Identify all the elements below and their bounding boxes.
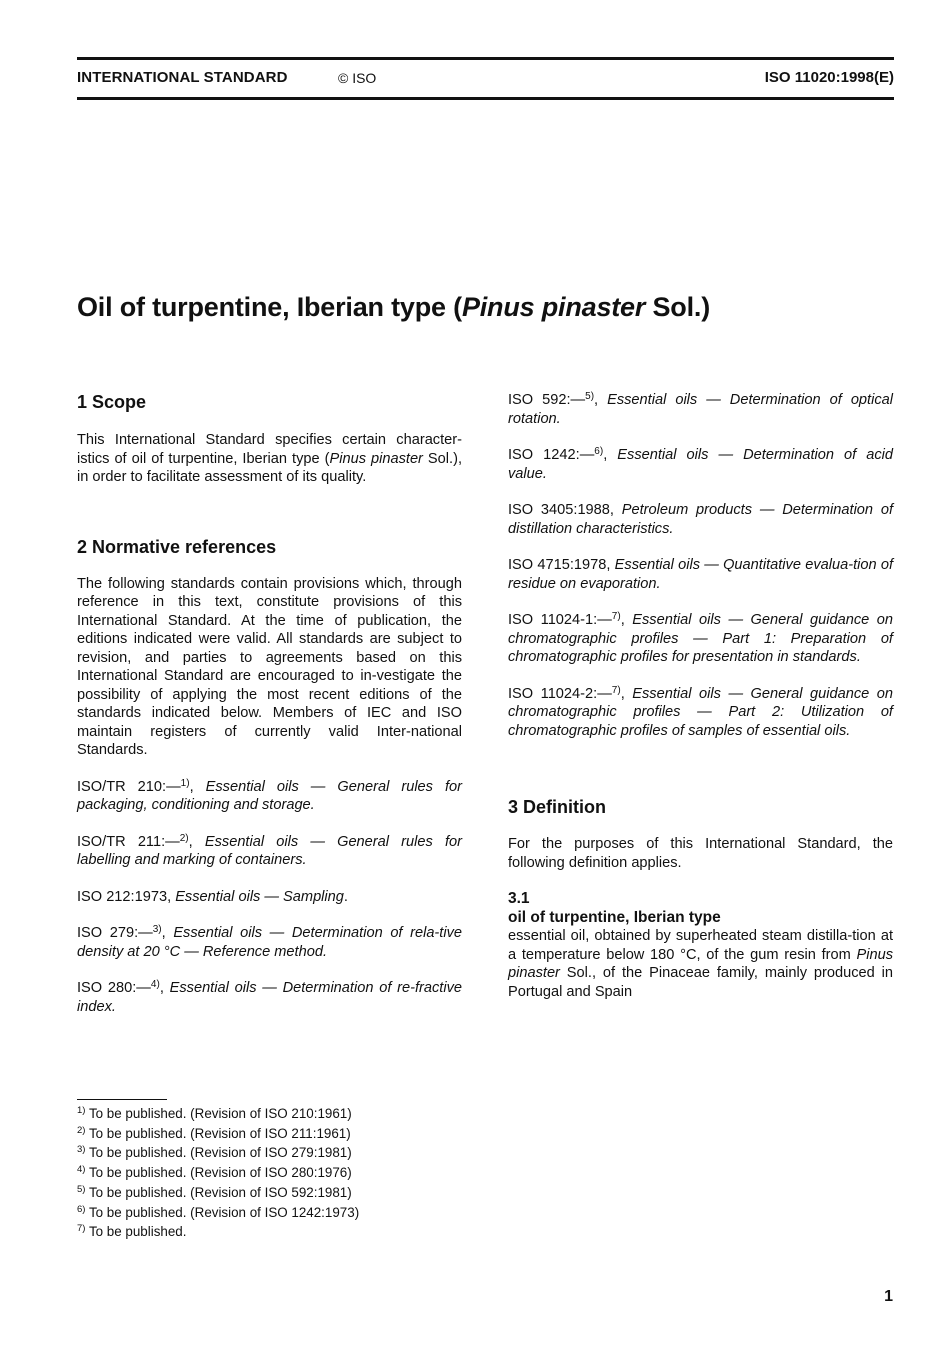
footnote: $^{6)}$ To be published. (Revision of ISO 1242:1973): [77, 1203, 360, 1220]
reference-item: ISO 11024-1:—$^{7)}$, Essential oils — General guidance on chromatographic profiles — Part 1: Preparation of chromatographic profiles for presentation in standards.: [508, 611, 893, 665]
reference-item: ISO 280:—$^{4)}$, Essential oils — Determination of re-fractive index.: [77, 979, 463, 1015]
reference-item: ISO 279:—$^{3)}$, Essential oils — Determination of rela-tive density at 20 °C — Reference method.: [77, 924, 462, 960]
footnote: $^{4)}$ To be published. (Revision of ISO 280:1976): [77, 1164, 352, 1181]
reference-item: ISO 11024-2:—$^{7)}$, Essential oils — General guidance on chromatographic profiles — Part 2: Utilization of chromatographic profiles of samples of essential oils.: [508, 684, 893, 739]
page-number: 1: [884, 1288, 893, 1305]
footnote: $^{7)}$ To be published.: [77, 1223, 187, 1240]
footnote-rule: [77, 1099, 167, 1100]
reference-item: ISO/TR 210:—$^{1)}$, Essential oils — General rules for packaging, conditioning and storage.: [77, 777, 463, 813]
reference-item: ISO 212:1973, Essential oils — Sampling.: [77, 888, 348, 905]
scope-text: This International Standard specifies certain character-istics of oil of turpentine, Iberian type (Pinus pinaster Sol.), in order to facilitate assessment of its quality.: [77, 432, 462, 485]
header-doc-number: ISO 11020:1998(E): [764, 69, 894, 86]
normative-intro: The following standards contain provisions which, through reference in this text, constitute provisions of this International Standard. At the time of publication, the editions indicated were valid. All standards are subject to revision, and parties to agreements based on this International Standard are encouraged to in-vestigate the possibility of applying the most recent editions of the standards indicated below. Members of IEC and ISO maintain registers of currently valid Inter-national Standards.: [77, 575, 462, 758]
left-column: [77, 391, 462, 1016]
page-title: Oil of turpentine, Iberian type (Pinus pinaster Sol.): [77, 292, 710, 322]
footnote: $^{1)}$ To be published. (Revision of ISO 210:1961): [77, 1105, 352, 1121]
right-column: [508, 391, 893, 1001]
footnote: $^{3)}$ To be published. (Revision of ISO 279:1981): [77, 1144, 352, 1161]
header-top-rule: [77, 57, 894, 60]
footnote: $^{5)}$ To be published. (Revision of ISO 592:1981): [77, 1183, 352, 1200]
reference-item: ISO 4715:1978, Essential oils — Quantitative evalua-tion of residue on evaporation.: [508, 557, 893, 592]
footnotes: [77, 1104, 359, 1242]
definition-text: essential oil, obtained by superheated steam distilla-tion at a temperature below 180 °C, of the gum resin from Pinus pinaster Sol., of the Pinaceae family, mainly produced in Portugal and Spain: [508, 928, 893, 1000]
reference-item: ISO/TR 211:—$^{2)}$, Essential oils — General rules for labelling and marking of containers.: [77, 832, 463, 868]
footnote: $^{2)}$ To be published. (Revision of ISO 211:1961): [77, 1124, 351, 1141]
header-copyright: © ISO: [338, 70, 377, 86]
header-bottom-rule: [77, 97, 894, 100]
reference-item: ISO 592:—$^{5)}$, Essential oils — Determination of optical rotation.: [508, 391, 894, 427]
header-doc-type: INTERNATIONAL STANDARD: [77, 69, 288, 86]
definition-heading: 3 Definition: [508, 797, 606, 817]
definition-number: 3.1: [508, 890, 530, 907]
reference-item: ISO 3405:1988, Petroleum products — Determination of distillation characteristics.: [508, 502, 893, 537]
scope-heading: 1 Scope: [77, 392, 147, 412]
definition-intro: For the purposes of this International Standard, the following definition applies.: [508, 836, 893, 871]
definition-term: oil of turpentine, Iberian type: [508, 909, 721, 926]
normative-heading: 2 Normative references: [77, 536, 277, 557]
reference-item: ISO 1242:—$^{6)}$, Essential oils — Determination of acid value.: [508, 446, 893, 482]
